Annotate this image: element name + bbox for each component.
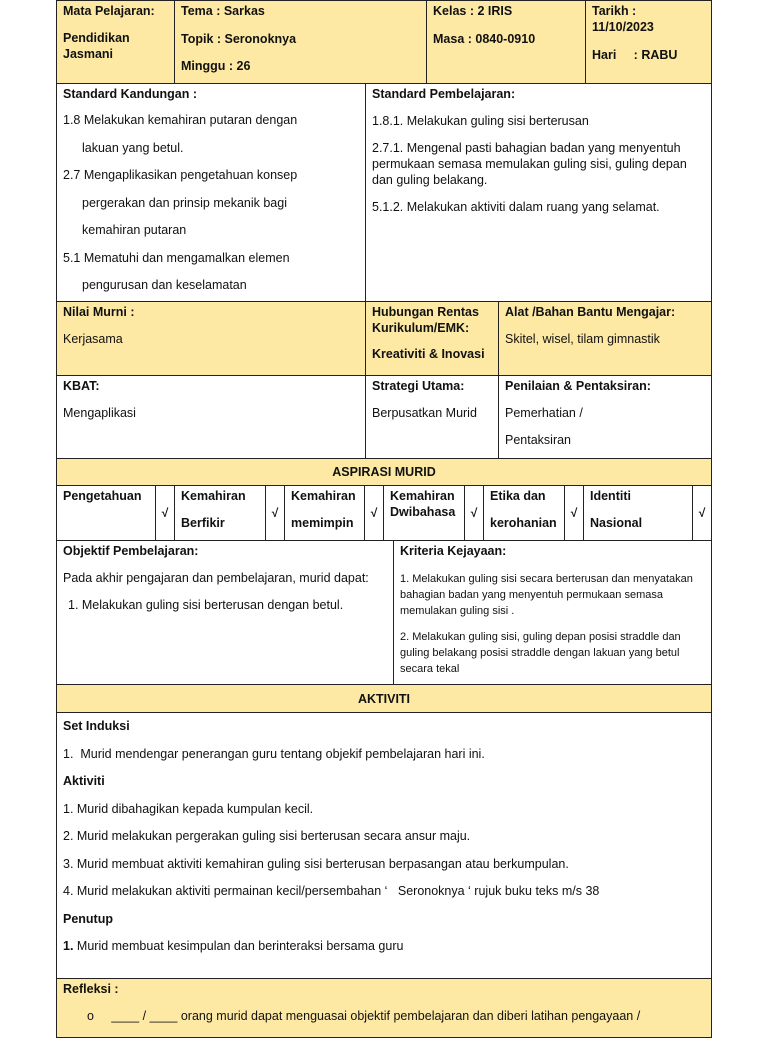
hubungan-label: Hubungan Rentas Kurikulum/EMK: — [372, 305, 479, 335]
induksi-item: 1. Murid mendengar penerangan guru tentang objekif pembelajaran hari ini. — [63, 746, 485, 761]
aktiviti-item: 1. Murid dibahagikan kepada kumpulan kecil. — [63, 801, 314, 816]
aktiviti-title: AKTIVITI — [56, 684, 712, 713]
minggu: Minggu : 26 — [181, 59, 251, 73]
tarikh-label: Tarikh : — [592, 4, 637, 18]
blank-field[interactable]: ____ — [111, 1009, 140, 1023]
hari: Hari : RABU — [592, 48, 678, 62]
aspirasi-label: Kemahiran — [181, 489, 246, 503]
penutup-label: Penutup — [63, 911, 113, 926]
refleksi-cell — [56, 978, 712, 1038]
aspirasi-item — [174, 485, 285, 541]
subject-cell — [56, 0, 175, 84]
kriteria-item: 2. Melakukan guling sisi, guling depan posisi straddle dan guling belakang posisi straddle dengan lakuan yang betul secara tekal — [400, 631, 681, 675]
aspirasi-label-line2: Berfikir — [181, 516, 225, 530]
kbat-value: Mengaplikasi — [63, 406, 136, 420]
strategi-cell — [365, 375, 499, 459]
kbat-cell — [56, 375, 366, 459]
aspirasi-row — [56, 485, 712, 541]
aktiviti-title-row — [56, 684, 712, 713]
standard-pembelajaran-label: Standard Pembelajaran: — [372, 87, 516, 101]
hubungan-cell — [365, 301, 499, 376]
refleksi-text: orang murid dapat menguasai objektif pembelajaran dan diberi latihan pengayaan / — [177, 1009, 641, 1023]
refleksi-line — [63, 998, 705, 1025]
aktiviti-item: 3. Murid membuat aktiviti kemahiran guling sisi berterusan berpasangan atau berkumpulan. — [63, 856, 569, 871]
penilaian-cell — [498, 375, 712, 459]
aspirasi-label: Kemahiran — [291, 489, 356, 503]
aspirasi-title: ASPIRASI MURID — [56, 458, 712, 486]
alat-value: Skitel, wisel, tilam gimnastik — [505, 332, 660, 346]
sk-item-continuation: kemahiran putaran — [82, 223, 187, 237]
masa: Masa : 0840-0910 — [433, 32, 536, 46]
subject-value: Pendidikan Jasmani — [63, 31, 130, 61]
aktiviti-label: Aktiviti — [63, 774, 105, 788]
penutup-text: Murid membuat kesimpulan dan berinteraksi bersama guru — [73, 939, 404, 953]
aspirasi-title-row — [56, 458, 712, 486]
aspirasi-item — [56, 485, 175, 541]
standard-kandungan-cell — [56, 83, 366, 302]
kbat-label: KBAT: — [63, 379, 100, 393]
sk-item: 2.7 Mengaplikasikan pengetahuan konsep — [63, 168, 298, 182]
kbat-row — [56, 375, 712, 459]
check-mark-icon: √ — [364, 486, 383, 540]
nilai-row — [56, 301, 712, 376]
objektif-row — [56, 540, 712, 685]
set-induksi-label: Set Induksi — [63, 719, 130, 733]
objektif-item: 1. Melakukan guling sisi berterusan dengan betul. — [68, 598, 344, 612]
standard-kandungan-label: Standard Kandungan : — [63, 87, 198, 101]
check-mark-icon: √ — [265, 486, 284, 540]
kriteria-label: Kriteria Kejayaan: — [400, 544, 507, 558]
aspirasi-label: Identiti — [590, 489, 631, 503]
sk-item: 1.8 Melakukan kemahiran putaran dengan — [63, 113, 298, 127]
aspirasi-label-line2: Nasional — [590, 516, 643, 530]
slash: / — [139, 1009, 150, 1023]
check-mark-icon: √ — [464, 486, 483, 540]
header-row — [56, 0, 712, 84]
standard-kandungan-list — [63, 107, 359, 300]
objektif-label: Objektif Pembelajaran: — [63, 544, 199, 558]
lesson-plan-table — [56, 0, 712, 1024]
subject-label: Mata Pelajaran: — [63, 4, 155, 18]
penilaian-line: Pentaksiran — [505, 433, 572, 447]
penutup-number: 1. — [63, 939, 74, 953]
aspirasi-label: Pengetahuan — [63, 489, 142, 503]
tema: Tema : Sarkas — [181, 4, 265, 18]
nilai-murni-label: Nilai Murni : — [63, 305, 135, 319]
alat-label: Alat /Bahan Bantu Mengajar: — [505, 305, 676, 319]
aktiviti-item: 2. Murid melakukan pergerakan guling sisi berterusan secara ansur maju. — [63, 829, 471, 843]
alat-cell — [498, 301, 712, 376]
theme-cell — [174, 0, 427, 84]
sk-item-continuation: lakuan yang betul. — [82, 140, 184, 155]
sk-item: 5.1 Mematuhi dan mengamalkan elemen — [63, 250, 290, 265]
penilaian-line: Pemerhatian / — [505, 406, 583, 420]
tarikh-value: 11/10/2023 — [592, 20, 654, 34]
nilai-murni-value: Kerjasama — [63, 332, 123, 346]
strategi-value: Berpusatkan Murid — [372, 406, 477, 420]
sp-item: 1.8.1. Melakukan guling sisi berterusan — [372, 114, 589, 128]
nilai-murni-cell — [56, 301, 366, 376]
strategi-label: Strategi Utama: — [372, 379, 465, 393]
kriteria-cell — [393, 540, 712, 685]
kriteria-item: 1. Melakukan guling sisi secara berterusan dan menyatakan bahagian badan yang menyentuh permukaan semasa memulakan guling sisi . — [400, 573, 693, 617]
sk-item-continuation: pergerakan dan prinsip mekanik bagi — [82, 195, 287, 210]
kelas: Kelas : 2 IRIS — [433, 4, 513, 18]
aspirasi-label: Etika dan — [490, 489, 546, 503]
sp-item: 5.1.2. Melakukan aktiviti dalam ruang yang selamat. — [372, 200, 660, 214]
refleksi-label: Refleksi : — [63, 982, 119, 996]
date-cell — [585, 0, 712, 84]
objektif-intro: Pada akhir pengajaran dan pembelajaran, murid dapat: — [63, 571, 369, 585]
objektif-cell — [56, 540, 394, 685]
standard-pembelajaran-cell — [365, 83, 712, 302]
check-mark-icon: √ — [564, 486, 583, 540]
aspirasi-item — [483, 485, 584, 541]
blank-field[interactable]: ____ — [149, 1009, 178, 1023]
aktiviti-item: 4. Murid melakukan aktiviti permainan kecil/persembahan ‘ Seronoknya ‘ rujuk buku teks m/s 38 — [63, 884, 600, 898]
standards-row — [56, 83, 712, 302]
aktiviti-body-row — [56, 712, 712, 979]
sp-item: 2.7.1. Mengenal pasti bahagian badan yang menyentuh permukaan semasa memulakan guling sisi, guling depan dan guling belakang. — [372, 141, 687, 187]
hubungan-value: Kreativiti & Inovasi — [372, 347, 485, 361]
aktiviti-list — [63, 796, 705, 906]
aspirasi-item — [284, 485, 384, 541]
aspirasi-label: Kemahiran Dwibahasa — [390, 489, 456, 519]
refleksi-row — [56, 978, 712, 1038]
topik: Topik : Seronoknya — [181, 32, 297, 46]
check-mark-icon: √ — [692, 486, 711, 540]
bullet-icon: o — [87, 1009, 94, 1023]
penilaian-label: Penilaian & Pentaksiran: — [505, 379, 651, 393]
class-cell — [426, 0, 586, 84]
aspirasi-label-line2: memimpin — [291, 516, 354, 530]
aktiviti-body — [56, 712, 712, 979]
aspirasi-item — [383, 485, 484, 541]
aspirasi-item — [583, 485, 712, 541]
aspirasi-label-line2: kerohanian — [490, 516, 557, 530]
sk-item-continuation: pengurusan dan keselamatan — [82, 278, 247, 292]
check-mark-icon: √ — [155, 486, 174, 540]
penutup-item — [63, 933, 705, 961]
